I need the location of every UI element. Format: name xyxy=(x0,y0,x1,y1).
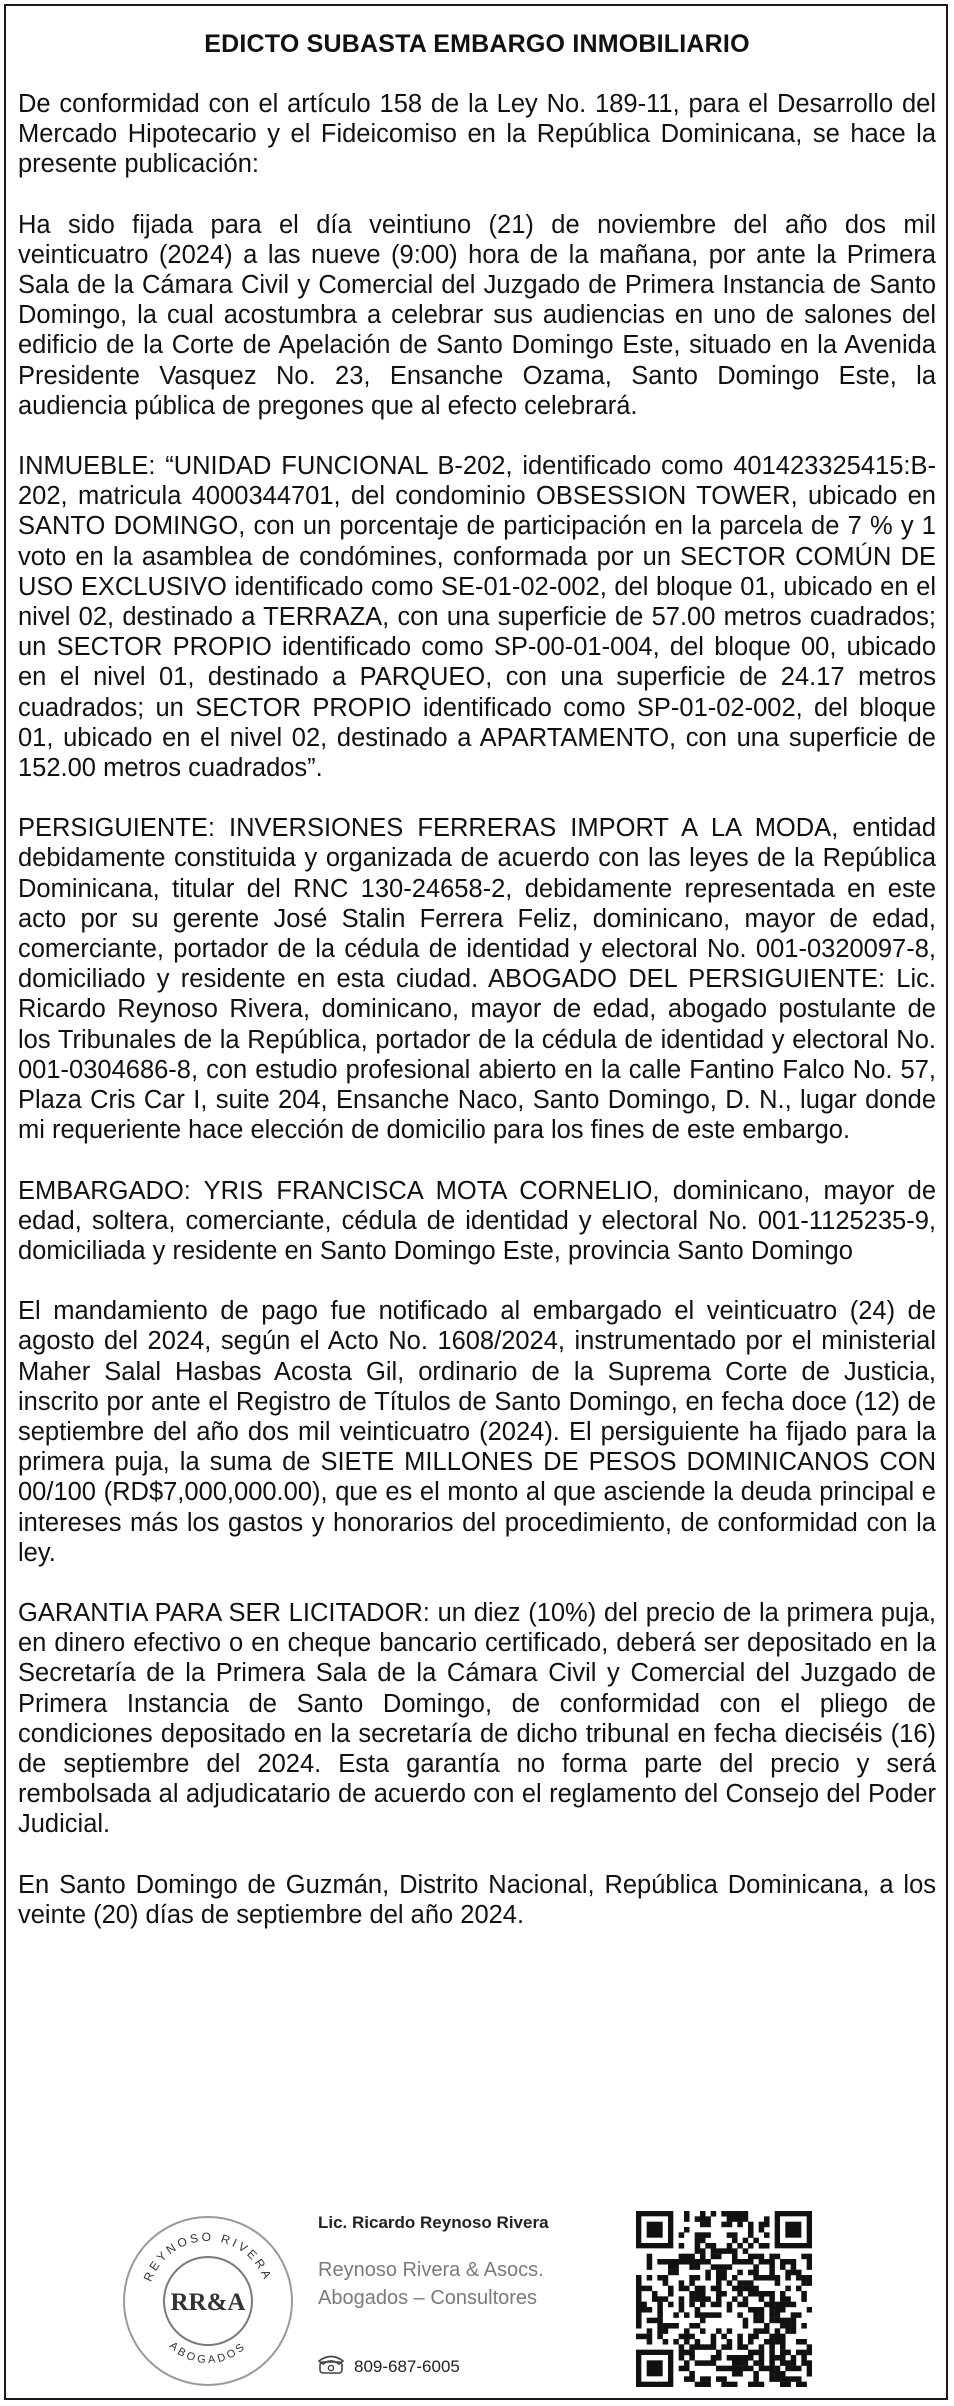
creditor-paragraph: PERSIGUIENTE: INVERSIONES FERRERAS IMPORT A LA MODA, entidad debidamente constituida y organizada de acuerdo con las leyes de la República Dominicana, titular del RNC 130-24658-2, debidamente representada en este acto por su gerente José Stalin Ferrera Feliz, dominicano, mayor de edad, comerciante, portador de la cédula de identidad y electoral No. 001-0320097-8, domiciliado y residente en esta ciudad. ABOGADO DEL PERSIGUIENTE: Lic. Ricardo Reynoso Rivera, dominicano, mayor de edad, abogado postulante de los Tribunales de la República, portador de la cédula de identidad y electoral No. 001-0304686-8, con estudio profesional abierto en la calle Fantino Falco No. 57, Plaza Cris Car I, suite 204, Ensanche Naco, Santo Domingo, D. N., lugar donde mi requeriente hace elección de domicilio para los fines de este embargo. xyxy=(18,814,936,1145)
intro-paragraph: De conformidad con el artículo 158 de la Ley No. 189-11, para el Desarrollo del Mercado Hipotecario y el Fideicomiso en la República Dominicana, se hace la presente publicación: xyxy=(18,90,936,179)
closing-paragraph: En Santo Domingo de Guzmán, Distrito Nacional, República Dominicana, a los veinte (20) días de septiembre del año 2024. xyxy=(18,1870,936,1929)
edict-content xyxy=(18,30,936,1960)
edict-title: EDICTO SUBASTA EMBARGO INMOBILIARIO xyxy=(204,30,750,58)
firm-seal-logo xyxy=(120,2213,296,2389)
hearing-paragraph: Ha sido fijada para el día veintiuno (21) de noviembre del año dos mil veinticuatro (2024) a las nueve (9:00) hora de la mañana, por ante la Primera Sala de la Cámara Civil y Comercial del Juzgado de Primera Instancia de Santo Domingo, la cual acostumbra a celebrar sus audiencias en uno de salones del edificio de la Corte de Apelación de Santo Domingo Este, situado en la Avenida Presidente Vasquez No. 23, Ensanche Ozama, Santo Domingo Este, la audiencia pública de pregones que al efecto celebrará. xyxy=(18,210,936,420)
debtor-paragraph: EMBARGADO: YRIS FRANCISCA MOTA CORNELIO, dominicano, mayor de edad, soltera, comerciante, cédula de identidad y electoral No. 001-1125235-9, domiciliada y residente en Santo Domingo Este, provincia Santo Domingo xyxy=(18,1176,936,1265)
firm-name: Reynoso Rivera & Asocs. xyxy=(318,2259,544,2281)
phone-number: 809-687-6005 xyxy=(354,2356,460,2376)
phone-icon xyxy=(318,2353,344,2380)
svg-text:RR&A: RR&A xyxy=(170,2289,246,2316)
phone-row xyxy=(318,2353,460,2380)
signature-footer xyxy=(90,2205,850,2390)
qr-code-icon xyxy=(636,2211,812,2387)
firm-subtitle: Abogados – Consultores xyxy=(318,2287,538,2309)
bidder-guarantee-paragraph: GARANTIA PARA SER LICITADOR: un diez (10%) del precio de la primera puja, en dinero efectivo o en cheque bancario certificado, deberá ser depositado en la Secretaría de la Primera Sala de la Cámara Civil y Comercial del Juzgado de Primera Instancia de Santo Domingo, de conformidad con el pliego de condiciones depositado en la secretaría de dicho tribunal en fecha dieciséis (16) de septiembre del 2024. Esta garantía no forma parte del precio y será rembolsada al adjudicatario de acuerdo con el reglamento del Consejo del Poder Judicial. xyxy=(18,1598,936,1839)
svg-text:REYNOSO RIVERA: REYNOSO RIVERA xyxy=(140,2229,276,2284)
svg-text:ABOGADOS: ABOGADOS xyxy=(166,2339,250,2367)
lawyer-name: Lic. Ricardo Reynoso Rivera xyxy=(318,2213,549,2232)
property-paragraph: INMUEBLE: “UNIDAD FUNCIONAL B-202, identificado como 401423325415:B-202, matricula 4000344701, del condominio OBSESSION TOWER, ubicado en SANTO DOMINGO, con un porcentaje de participación en la parcela de 7 % y 1 voto en la asamblea de condómines, conformada por un SECTOR COMÚN DE USO EXCLUSIVO identificado como SE-01-02-002, del bloque 01, ubicado en el nivel 02, destinado a TERRAZA, con una superficie de 57.00 metros cuadrados; un SECTOR PROPIO identificado como SP-00-01-004, del bloque 00, ubicado en el nivel 01, destinado a PARQUEO, con una superficie de 24.17 metros cuadrados; un SECTOR PROPIO identificado como SP-01-02-002, del bloque 01, ubicado en el nivel 02, destinado a APARTAMENTO, con una superficie de 152.00 metros cuadrados”. xyxy=(18,452,936,783)
payment-order-paragraph: El mandamiento de pago fue notificado al embargado el veinticuatro (24) de agosto del 2024, según el Acto No. 1608/2024, instrumentado por el ministerial Maher Salal Hasbas Acosta Gil, ordinario de la Suprema Corte de Justicia, inscrito por ante el Registro de Títulos de Santo Domingo, en fecha doce (12) de septiembre del año dos mil veinticuatro (2024). El persiguiente ha fijado para la primera puja, la suma de SIETE MILLONES DE PESOS DOMINICANOS CON 00/100 (RD$7,000,000.00), que es el monto al que asciende la deuda principal e intereses más los gastos y honorarios del procedimiento, de conformidad con la ley. xyxy=(18,1297,936,1567)
firm-contact-block xyxy=(318,2213,638,2388)
